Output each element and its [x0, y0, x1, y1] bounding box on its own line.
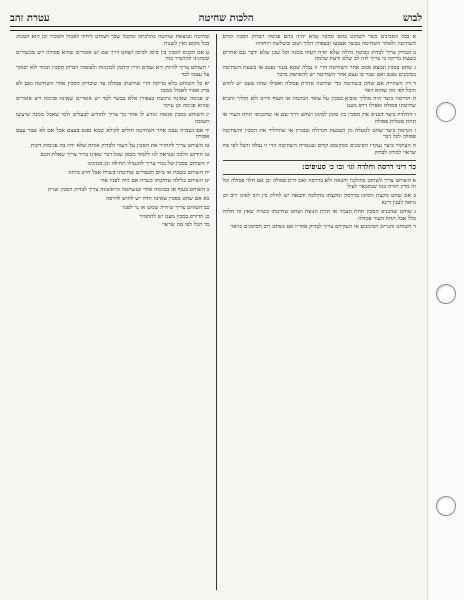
left-column [10, 34, 216, 590]
paragraph: כ השוחט בעוף או בבהמה אחר שנשחטה הראשונה צריך לבדוק הסכין שנית [47, 187, 210, 194]
binder-holes [432, 0, 456, 600]
paragraph: שחיטה ונמצאת שחיטה כהלכתה ומקבל שכר ושוחט ליחיד לאכול ולמכור וכן הוא המנהג בכל מקום ואין לשנות [16, 34, 210, 47]
paragraph: טז חידוש הלכה שנראה לנו ללמוד מכאן שכל דבר שאינו ברור צריך שאלת חכם [40, 151, 210, 158]
paragraph: ב הבודק צריך לבדוק בכוונה גדולה שלא יסיח דעתו ממנה וכל שכן שלא ידבר עם אחרים בשעת בדיקה כי צריך לזה לב שלם ודעת שלמה [222, 49, 416, 63]
right-column [217, 34, 423, 590]
paragraph: כד הכל לפי מה שראוי [161, 222, 210, 229]
binder-hole-1 [436, 102, 456, 122]
header-rule [10, 26, 422, 31]
paragraph: ג שחט בסכין ונמצא פגום אחר השחיטה הרי זו נבלה שמא בעור נפגם או בשעת השחיטה בסימנים נפגם ואם שבר בו עצם אחר השחיטה יש להסתפק בדבר [222, 65, 416, 78]
paragraph: כב השוחט צריך שיהיה שמש או נר לפניו [122, 204, 210, 211]
paragraph: י השוחט צריך להיות ירא שמים וזריז ורחמן לבהמות ולעופות ויבדוק הסכין תמיד ולא יסמוך על עצמו לבד [16, 65, 210, 78]
binder-hole-3 [436, 496, 456, 516]
right-column-text [223, 34, 417, 231]
section-heading: כד דיני דרסה וחלדה וגו׳ ובו כ׳ סעיפים: [301, 161, 416, 171]
paragraph: כא אם שחט בסכין שאינה חדה יש לחוש לדרסה [105, 195, 210, 202]
paragraph: יט השוחט בלילה שחיטתו כשרה אם היה לפניו אור [100, 178, 210, 185]
paragraph: יח השוחט בשבת או ביום הכפורים שחיטתו כשרה אבל חייב מיתה [68, 169, 210, 176]
paragraph: כג הדורס בסכין מעט יש להחמיר [139, 213, 210, 220]
paragraph: יג השוחט בסכין פגומה ונודע לו אחר כך צריך להודיע לבעלים ולמי שאכל ממנה שיעשו תשובה [16, 111, 210, 125]
text-columns [10, 34, 422, 590]
header-left-label: עטרת זהב [10, 13, 50, 24]
paragraph: ט אם הכניס הסכין בין סימן לסימן ושחט דרך שם יש אומרים שהיא פסולה ויש מכשירים ומנהגינו להחמיר בזה [16, 49, 210, 63]
page-edge [427, 0, 428, 600]
paragraph: יא כל השוחט בלא בדיקה הרי שחיטתו פסולה עד שיבדוק הסכין אחר השחיטה ואם לא בדק אסור לאכול ממנה [16, 80, 210, 94]
paragraph: ב אם שחט מקצת הסימן בדרסה ומקצתו בהולכה והבאה יש לחלק בין רוב לאינו רוב וכן נראה לענין דינא [222, 193, 416, 206]
header-right-label: לבוש [402, 13, 422, 24]
left-column-text [16, 34, 210, 229]
paragraph: ה הדרסה כיצד היה מוליך ומביא בסכין על צואר הבהמה או העוף ודרס ולא הוליך והביא שחיטתו פסולה ואפילו דרס מעט [222, 96, 416, 110]
paragraph: ד דין השהייה אם שהה בשחיטה כדי שחיטה אחרת פסולה ואפילו שהה מעט יש לחוש והכל לפי מה שהוא ראוי [222, 80, 416, 94]
paragraph: ו החלדה כיצד הכניס את הסכין בין סימן לסימן ושחט דרך שם או שהכניסו תחת העור או תחת מטלית פסולה [222, 111, 416, 125]
header-center-title: הלכות שחיטה [198, 13, 254, 24]
binder-hole-2 [436, 284, 456, 304]
paragraph: ז הגרמה כיצד שחט למעלה מן הטבעת הגדולה שבגרון או שהחליד את הסכין והשחיטה פסולה לכל דבר [222, 127, 416, 141]
paragraph: יד אם נשברה עצם אחר השחיטה תולים לקולא שמא נפגם בעצם אבל אם לא שבר עצם אסורה [16, 127, 210, 141]
paragraph: טו השוחט צריך להחזיר את הסכין על העור ולבדוק אותה שלא יהיו בה פגימות דקות [30, 143, 210, 150]
page-header [10, 6, 422, 24]
section-divider [223, 160, 417, 161]
paragraph: יז השוחט בסכין של נכרי צריך להגעילו תחילה וכן מנהגינו [87, 160, 210, 167]
paragraph: ח העיקור כיצד נעקרו הסימנים ממקומם קודם שנגמרה השחיטה הרי זו נבלה והכל לפי מה שראוי לבודק לבדוק [222, 143, 416, 156]
paragraph: א בכל הסכינים כשר לשחוט בהם ובלבד שלא יהיה בהם פגימה ויבדוק הסכין קודם השחיטה ולאחר השחיטה בבשר אצבעו ובצפורן הלוך ושוב ובשלשה רוחותיו [222, 34, 416, 47]
paragraph: ג שוחט שהכניס הסכין תחת הצמר או תחת הנוצה ושחט שחיטתו כשרה שאין זה חלדה כלל אבל תחת העור פסולה [222, 208, 416, 222]
section-divider [223, 174, 417, 175]
paragraph: א השוחט צריך לשחוט בהולכה והבאה ולא בדרסה ואם דרס פסולה וכן אם חלד פסולה וכל זה מדין תורה כמו שנתבאר לעיל [222, 177, 416, 191]
paragraph: יב פגימה שאינה נרגשת בצפורן אלא בבשר לבד יש אומרים שאינה פגימה ויש אומרים שהיא פגימה וכן עיקר [16, 96, 210, 110]
paragraph: ד השוחט והגרים הסימנים או העקירם צריך לבדוק אחריו אם נשחט רוב הסימנים כראוי [230, 224, 416, 231]
page [10, 6, 422, 594]
